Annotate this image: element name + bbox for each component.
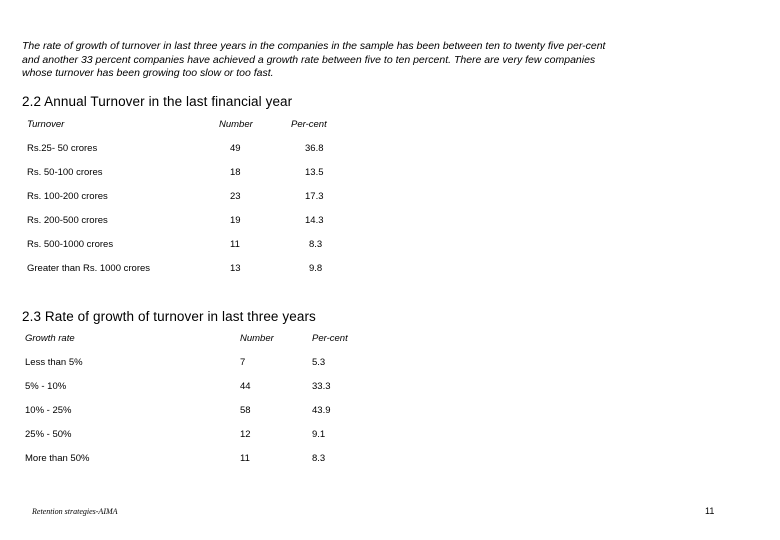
table-cell-label: Rs. 100-200 crores (27, 191, 108, 202)
table-cell-number: 19 (230, 215, 241, 226)
table-cell-number: 49 (230, 143, 241, 154)
table-cell-label: Rs.25- 50 crores (27, 143, 98, 154)
column-header-turnover: Turnover (27, 119, 65, 130)
table-cell-number: 11 (230, 239, 240, 250)
table-cell-number: 13 (230, 263, 241, 274)
column-header-number: Number (240, 333, 274, 344)
section-title-growth-rate: 2.3 Rate of growth of turnover in last three years (22, 309, 316, 324)
table-cell-percent: 9.8 (309, 263, 323, 274)
table-cell-number: 58 (240, 405, 251, 416)
table-cell-percent: 5.3 (312, 357, 326, 368)
table-cell-number: 44 (240, 381, 251, 392)
table-cell-percent: 8.3 (309, 239, 323, 250)
table-cell-number: 23 (230, 191, 241, 202)
table-cell-label: 25% - 50% (25, 429, 72, 440)
intro-line: whose turnover has been growing too slow or too fast. (22, 67, 274, 79)
table-cell-label: 10% - 25% (25, 405, 72, 416)
column-header-growth-rate: Growth rate (25, 333, 75, 344)
column-header-percent: Per-cent (291, 119, 327, 130)
column-header-number: Number (219, 119, 253, 130)
table-cell-percent: 13.5 (305, 167, 324, 178)
table-cell-number: 18 (230, 167, 241, 178)
table-cell-percent: 33.3 (312, 381, 331, 392)
table-cell-label: Less than 5% (25, 357, 83, 368)
intro-paragraph (22, 40, 662, 81)
table-cell-label: Rs. 500-1000 crores (27, 239, 114, 250)
table-cell-percent: 17.3 (305, 191, 324, 202)
table-cell-percent: 36.8 (305, 143, 324, 154)
table-cell-label: Rs. 50-100 crores (27, 167, 103, 178)
page-number: 11 (705, 506, 715, 516)
section-title-annual-turnover: 2.2 Annual Turnover in the last financial year (22, 94, 293, 109)
table-cell-label: More than 50% (25, 453, 90, 464)
intro-line: and another 33 percent companies have achieved a growth rate between five to ten percent. There are very few companies (22, 53, 596, 66)
footer-text: Retention strategies-AIMA (32, 507, 118, 516)
column-header-percent: Per-cent (312, 333, 348, 344)
intro-line: The rate of growth of turnover in last three years in the companies in the sample has been between ten to twenty five per-cent (22, 40, 606, 52)
table-cell-number: 12 (240, 429, 251, 440)
table-cell-percent: 43.9 (312, 405, 331, 416)
table-cell-percent: 14.3 (305, 215, 324, 226)
table-cell-number: 7 (240, 357, 246, 368)
table-cell-number: 11 (240, 453, 250, 464)
table-cell-percent: 8.3 (312, 453, 326, 464)
table-cell-percent: 9.1 (312, 429, 326, 440)
table-cell-label: Rs. 200-500 crores (27, 215, 108, 226)
table-cell-label: 5% - 10% (25, 381, 67, 392)
table-cell-label: Greater than Rs. 1000 crores (27, 263, 151, 274)
